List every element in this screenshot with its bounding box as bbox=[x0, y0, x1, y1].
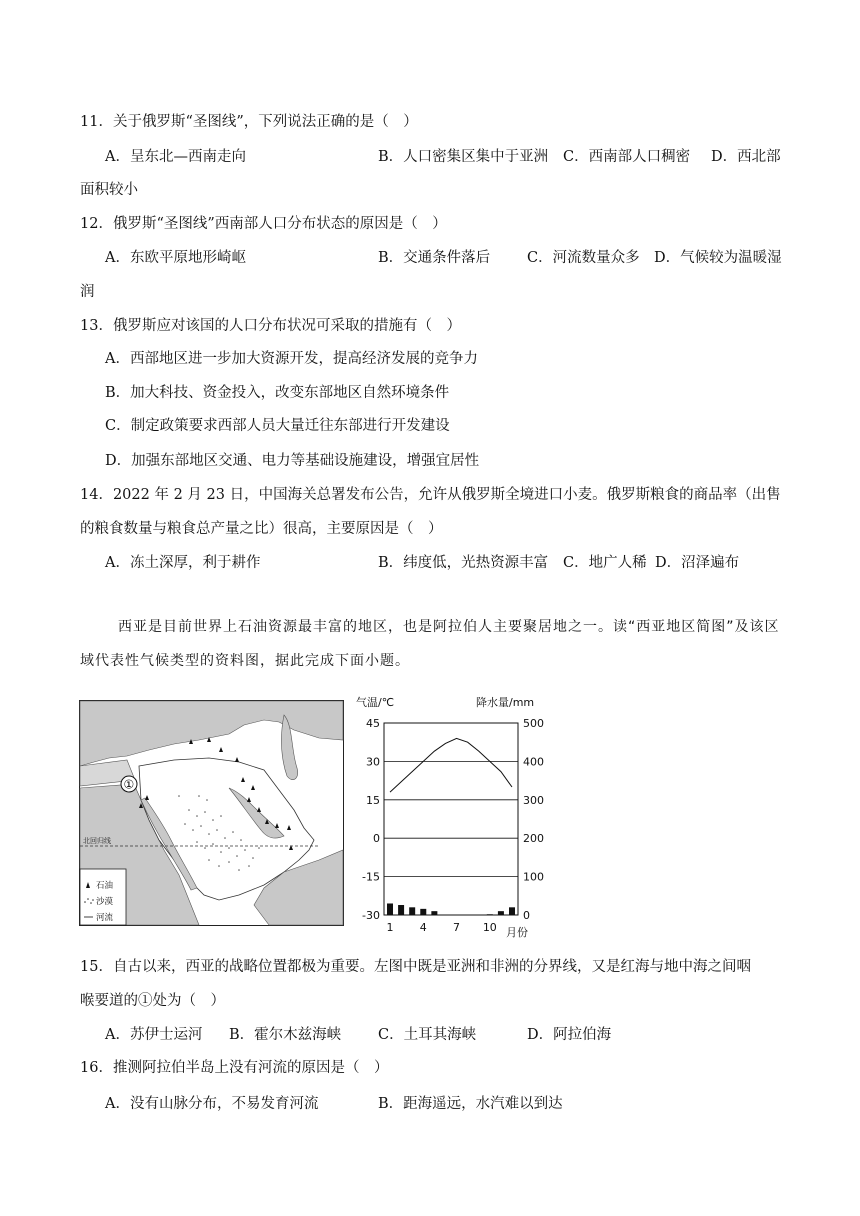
precipitation-bar bbox=[398, 905, 404, 915]
q15-option-b: B．霍尔木兹海峡 bbox=[229, 1027, 342, 1043]
q15-option-c: C．土耳其海峡 bbox=[378, 1027, 477, 1043]
legend-oil-label: 石油 bbox=[96, 881, 114, 891]
chart-plot-frame bbox=[384, 723, 518, 915]
q11-option-d-continued: 面积较小 bbox=[80, 182, 138, 198]
q13-stem: 13．俄罗斯应对该国的人口分布状况可采取的措施有（ ） bbox=[80, 318, 461, 334]
q13-option-d: D．加强东部地区交通、电力等基础设施建设，增强宜居性 bbox=[105, 453, 480, 469]
q12-option-d-continued: 润 bbox=[80, 284, 95, 300]
legend-desert-label: 沙漠 bbox=[96, 897, 114, 907]
tropic-label: 北回归线 bbox=[83, 837, 111, 845]
y-right-tick-label: 200 bbox=[523, 832, 544, 846]
precipitation-bar bbox=[420, 909, 426, 915]
x-tick-label: 7 bbox=[453, 921, 461, 934]
q11-option-c: C．西南部人口稠密 bbox=[563, 149, 691, 165]
q11-stem: 11．关于俄罗斯“圣图线”，下列说法正确的是（ ） bbox=[80, 114, 418, 130]
q13-option-b: B．加大科技、资金投入，改变东部地区自然环境条件 bbox=[105, 385, 450, 401]
q11-option-a: A．呈东北—西南走向 bbox=[105, 149, 246, 165]
q14-option-a: A．冻土深厚，利于耕作 bbox=[105, 555, 261, 571]
precipitation-bar bbox=[431, 911, 437, 915]
q12-option-b: B．交通条件落后 bbox=[378, 250, 491, 266]
precipitation-bar bbox=[498, 911, 504, 915]
y-left-tick-label: 15 bbox=[366, 793, 380, 807]
y-left-tick-label: 30 bbox=[366, 755, 380, 769]
q14-option-b: B．纬度低，光热资源丰富 bbox=[378, 555, 549, 571]
chart-left-axis bbox=[362, 717, 380, 922]
legend-river-label: 河流 bbox=[96, 913, 114, 923]
location-marker-1-label: ① bbox=[123, 777, 135, 792]
q15-stem: 15．自古以来，西亚的战略位置都极为重要。左图中既是亚洲和非洲的分界线，又是红海与地中海之间咽 bbox=[80, 959, 751, 975]
y-left-tick-label: 45 bbox=[366, 717, 380, 730]
y-right-tick-label: 300 bbox=[523, 793, 544, 807]
y-left-tick-label: -15 bbox=[362, 870, 380, 884]
q11-option-b: B．人口密集区集中于亚洲 bbox=[378, 149, 549, 165]
q14-stem-continued: 的粮食数量与粮食总产量之比）很高，主要原因是（ ） bbox=[80, 521, 443, 537]
q12-stem: 12．俄罗斯“圣图线”西南部人口分布状态的原因是（ ） bbox=[80, 216, 447, 232]
x-tick-label: 10 bbox=[482, 921, 497, 934]
q15-option-a: A．苏伊士运河 bbox=[105, 1027, 203, 1043]
q13-option-a: A．西部地区进一步加大资源开发，提高经济发展的竞争力 bbox=[105, 351, 478, 367]
chart-ylabel-right: 降水量/mm bbox=[476, 696, 535, 709]
q14-stem: 14．2022 年 2 月 23 日，中国海关总署发布公告，允许从俄罗斯全境进口小麦。俄罗斯粮食的商品率（出售 bbox=[80, 487, 781, 503]
y-right-tick-label: 100 bbox=[523, 870, 544, 884]
chart-ylabel-left: 气温/℃ bbox=[356, 696, 395, 709]
precipitation-bar bbox=[487, 914, 493, 915]
intro-line-1: 西亚是目前世界上石油资源最丰富的地区，也是阿拉伯人主要聚居地之一。读“西亚地区简图”及该区 bbox=[118, 619, 780, 635]
precipitation-bar bbox=[387, 903, 393, 915]
q11-option-d: D．西北部 bbox=[711, 149, 781, 165]
chart-x-axis bbox=[387, 921, 497, 934]
y-left-tick-label: 0 bbox=[373, 832, 380, 846]
precipitation-bar bbox=[409, 907, 415, 915]
q12-option-a: A．东欧平原地形崎岖 bbox=[105, 250, 246, 266]
x-tick-label: 1 bbox=[386, 921, 394, 934]
x-tick-label: 4 bbox=[419, 921, 427, 934]
y-right-tick-label: 500 bbox=[523, 717, 544, 730]
climate-chart bbox=[352, 690, 562, 946]
q15-option-d: D．阿拉伯海 bbox=[527, 1027, 612, 1043]
intro-line-2: 域代表性气候类型的资料图，据此完成下面小题。 bbox=[80, 653, 410, 669]
q14-option-c: C．地广人稀 bbox=[563, 555, 647, 571]
y-left-tick-label: -30 bbox=[362, 909, 380, 922]
chart-xlabel: 月份 bbox=[506, 926, 528, 939]
q16-option-b: B．距海遥远，水汽难以到达 bbox=[378, 1096, 563, 1112]
q15-stem-continued: 喉要道的①处为（ ） bbox=[80, 993, 225, 1009]
q16-stem: 16．推测阿拉伯半岛上没有河流的原因是（ ） bbox=[80, 1060, 389, 1076]
west-asia-map bbox=[79, 700, 344, 926]
precipitation-bar bbox=[509, 907, 515, 915]
q16-option-a: A．没有山脉分布，不易发育河流 bbox=[105, 1096, 319, 1112]
y-right-tick-label: 400 bbox=[523, 755, 544, 769]
q12-option-c: C．河流数量众多 bbox=[527, 250, 640, 266]
chart-right-axis bbox=[523, 717, 544, 922]
y-right-tick-label: 0 bbox=[523, 909, 530, 922]
q14-option-d: D．沼泽遍布 bbox=[655, 555, 740, 571]
q12-option-d: D．气候较为温暖湿 bbox=[654, 250, 782, 266]
q13-option-c: C．制定政策要求西部人员大量迁往东部进行开发建设 bbox=[105, 418, 450, 434]
